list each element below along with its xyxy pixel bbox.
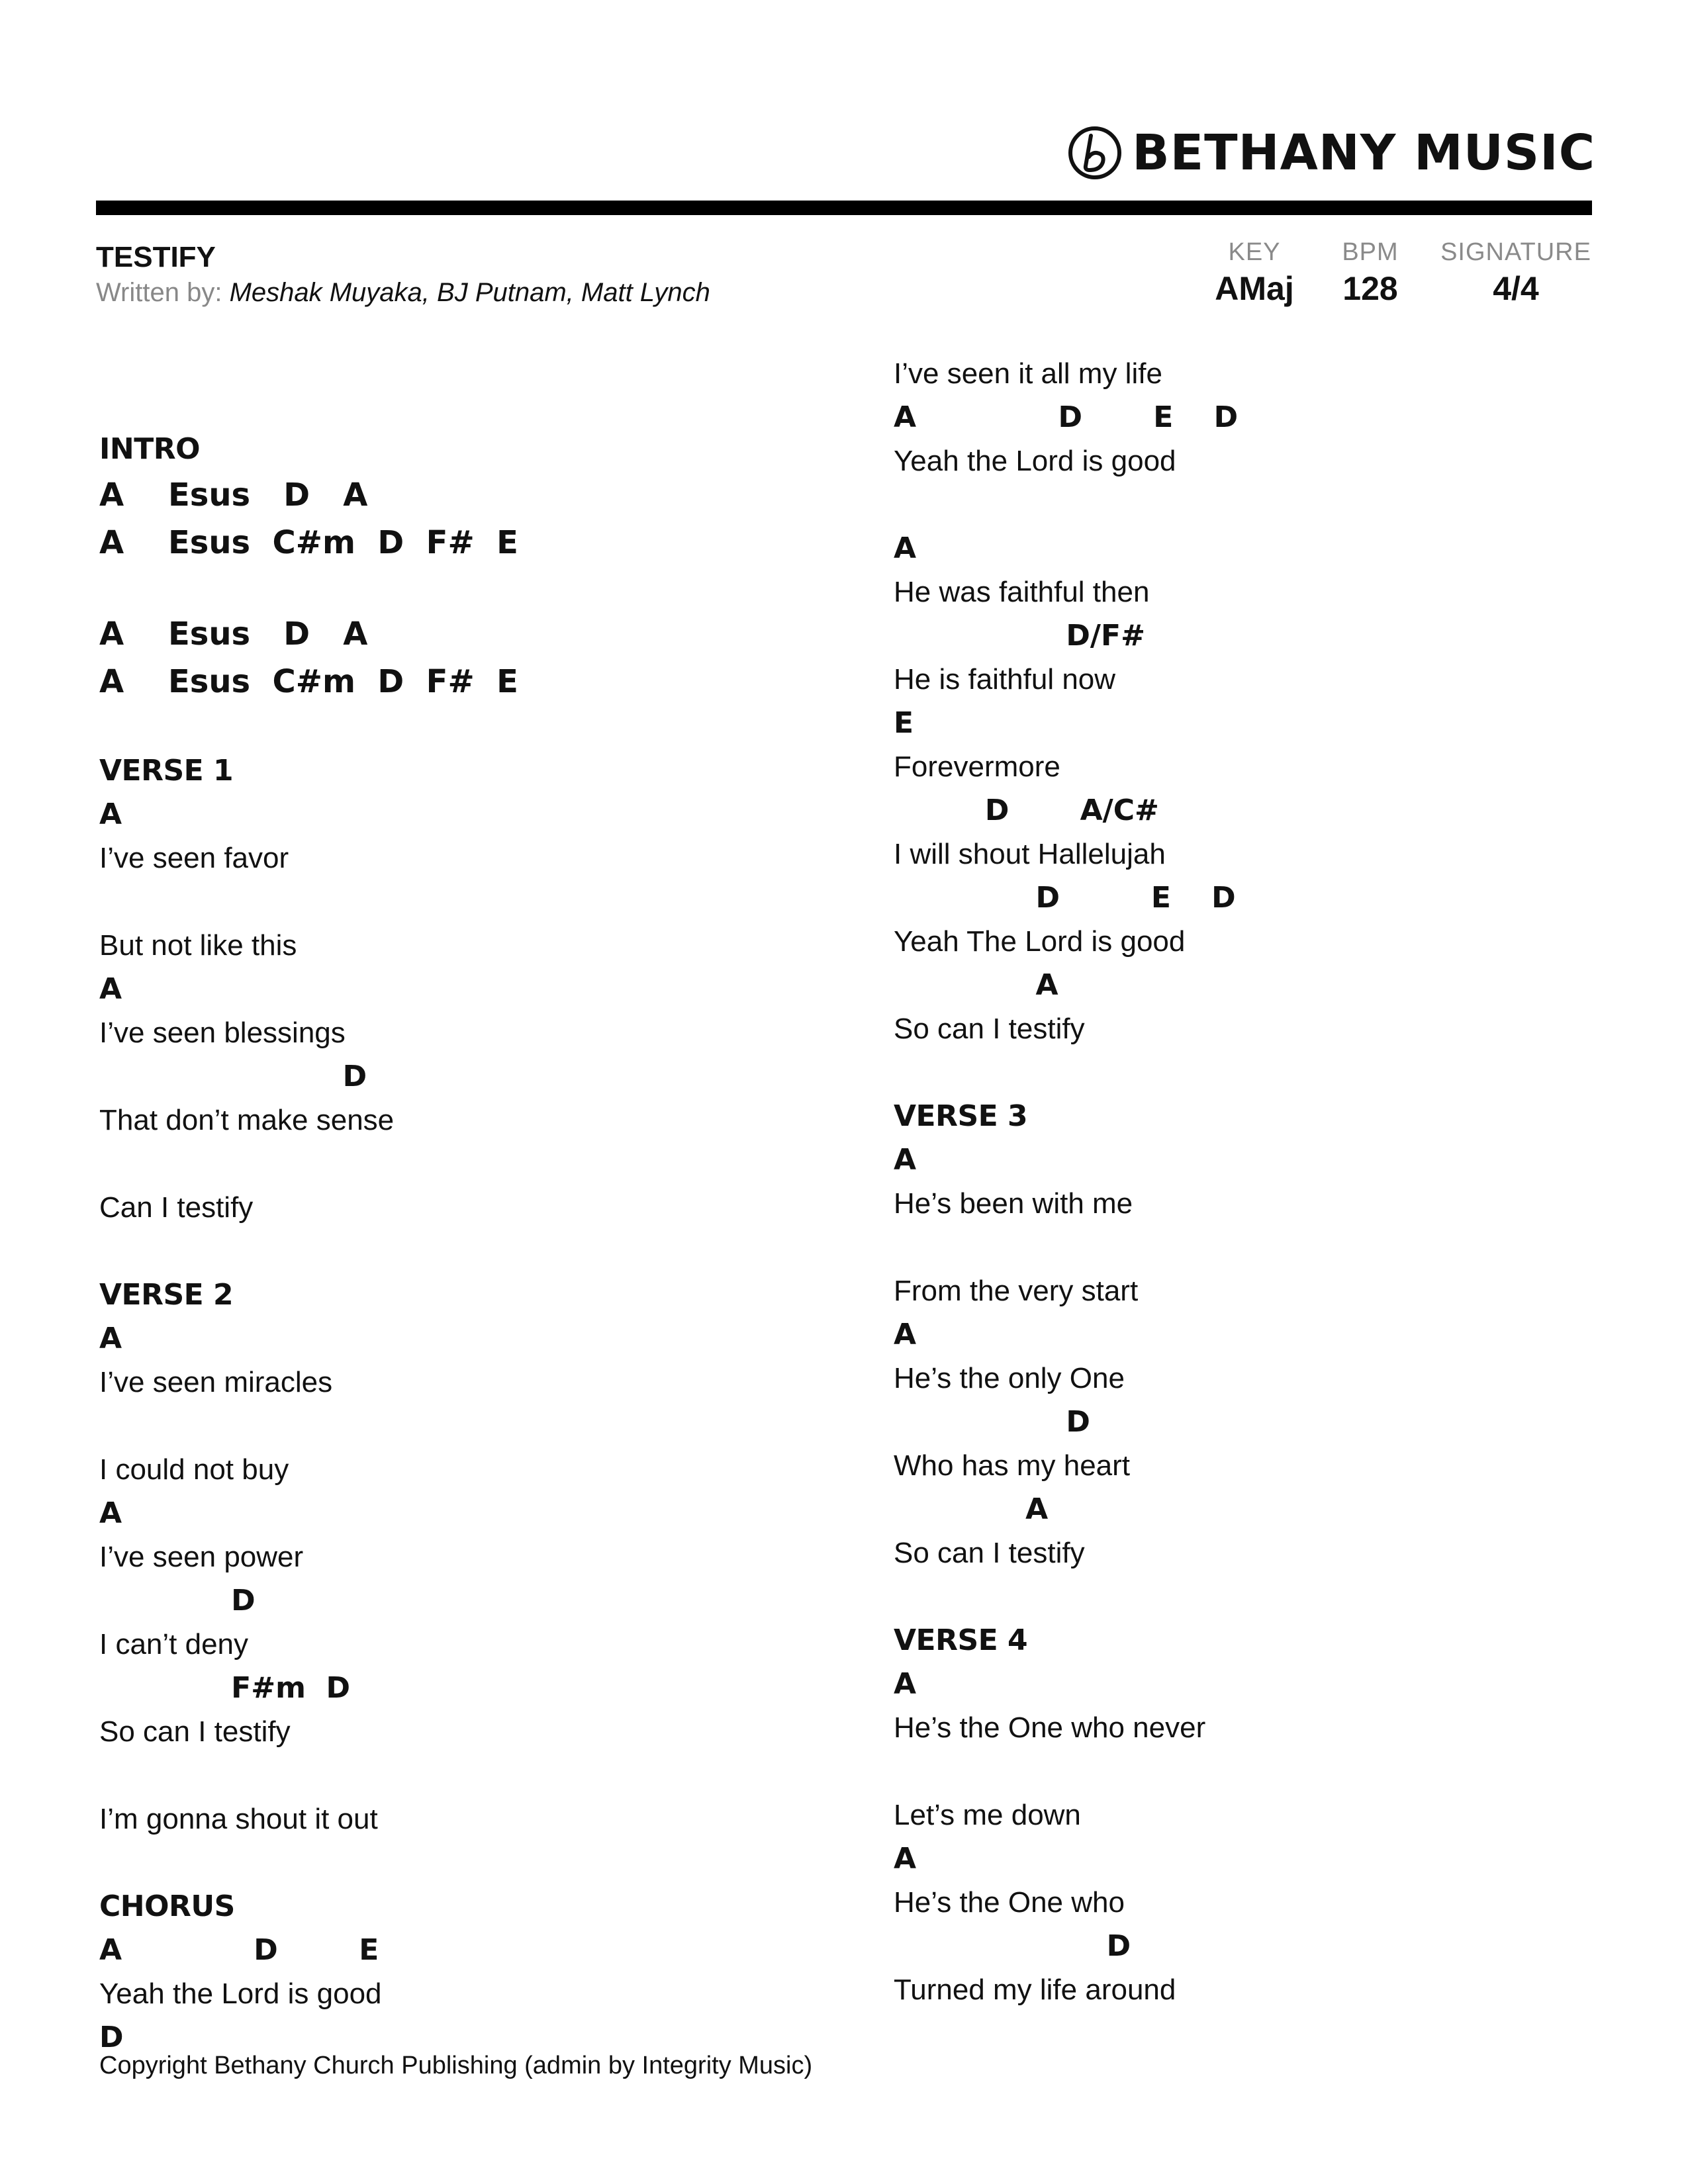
- lyric-line: I’ve seen it all my life: [894, 357, 1162, 390]
- lyric-line: That don’t make sense: [99, 1104, 395, 1136]
- blank-line: [894, 1226, 1238, 1269]
- chord-line: D: [894, 1929, 1131, 1963]
- section-heading: VERSE 4: [894, 1623, 1028, 1657]
- left-lyrics-column: [99, 384, 518, 2060]
- written-by-label: Written by:: [96, 278, 222, 307]
- chord-line: A Esus D A: [99, 615, 368, 653]
- blank-line: [894, 1575, 1238, 1619]
- lyric-line: I can’t deny: [99, 1628, 249, 1661]
- section-heading: VERSE 1: [99, 754, 234, 788]
- chord-line: D A/C#: [894, 794, 1159, 827]
- chord-line: A: [894, 531, 917, 565]
- bpm-value: 128: [1342, 270, 1398, 307]
- lyric-line: So can I testify: [894, 1013, 1085, 1045]
- signature-meta: [1423, 238, 1609, 308]
- chord-line: A: [99, 972, 122, 1006]
- lyric-line: Who has my heart: [894, 1449, 1131, 1482]
- chord-line: E: [894, 706, 914, 740]
- bpm-meta: [1297, 238, 1443, 308]
- lyric-line: Turned my life around: [894, 1974, 1176, 2006]
- blank-line: [99, 1230, 518, 1273]
- chord-line: D: [99, 2021, 124, 2054]
- lyric-line: I could not buy: [99, 1453, 289, 1486]
- lyric-line: Can I testify: [99, 1191, 254, 1224]
- blank-line: [99, 880, 518, 924]
- chord-line: A: [894, 1318, 917, 1351]
- chord-line: F#m D: [99, 1671, 351, 1705]
- lyric-line: I’m gonna shout it out: [99, 1803, 378, 1835]
- chord-line: A D E D: [894, 400, 1239, 434]
- chord-line: A D E: [99, 1933, 379, 1967]
- chord-line: A: [894, 1667, 917, 1701]
- section-heading: INTRO: [99, 432, 200, 466]
- blank-line: [99, 567, 518, 610]
- blank-line: [99, 384, 518, 428]
- blank-line: [99, 1142, 518, 1186]
- song-title: TESTIFY: [96, 241, 216, 273]
- lyric-line: He’s the One who: [894, 1886, 1125, 1919]
- chord-line: D/F#: [894, 619, 1145, 653]
- key-value: AMaj: [1215, 270, 1294, 307]
- blank-line: [99, 705, 518, 749]
- chord-line: A: [894, 1492, 1049, 1526]
- signature-label: SIGNATURE: [1440, 238, 1591, 266]
- chord-line: A Esus C#m D F# E: [99, 663, 518, 700]
- chord-line: A: [894, 968, 1058, 1002]
- chord-line: A Esus C#m D F# E: [99, 524, 518, 561]
- blank-line: [894, 483, 1238, 527]
- chord-line: A: [894, 1842, 917, 1876]
- lyric-line: I will shout Hallelujah: [894, 838, 1166, 870]
- lyric-line: He is faithful now: [894, 663, 1116, 696]
- lyric-line: From the very start: [894, 1275, 1139, 1307]
- signature-value: 4/4: [1493, 270, 1539, 307]
- bpm-label: BPM: [1342, 238, 1399, 266]
- lyric-line: So can I testify: [99, 1715, 291, 1748]
- song-writers: Meshak Muyaka, BJ Putnam, Matt Lynch: [229, 278, 710, 307]
- key-label: KEY: [1228, 238, 1281, 266]
- lyric-line: He’s been with me: [894, 1187, 1133, 1220]
- bethany-b-logo-icon: [1067, 125, 1123, 181]
- chord-line: A: [99, 1496, 122, 1530]
- song-credits: [96, 278, 710, 308]
- lyric-line: Forevermore: [894, 751, 1060, 783]
- lyric-line: Yeah The Lord is good: [894, 925, 1186, 958]
- lyric-line: He’s the only One: [894, 1362, 1125, 1394]
- lyric-line: Yeah the Lord is good: [894, 445, 1176, 477]
- lyric-line: I’ve seen miracles: [99, 1366, 333, 1398]
- chord-line: D: [894, 1405, 1090, 1439]
- blank-line: [894, 1051, 1238, 1095]
- lyric-line: Yeah the Lord is good: [99, 1978, 382, 2010]
- brand-name: BETHANY MUSIC: [1132, 124, 1595, 181]
- lyric-line: But not like this: [99, 929, 297, 962]
- blank-line: [99, 1754, 518, 1797]
- section-heading: VERSE 2: [99, 1278, 234, 1312]
- lyric-line: I’ve seen power: [99, 1541, 304, 1573]
- chord-line: A Esus D A: [99, 477, 368, 514]
- chord-line: D: [99, 1584, 256, 1617]
- right-lyrics-column: [894, 352, 1238, 2012]
- blank-line: [99, 1841, 518, 1885]
- lyric-line: So can I testify: [894, 1537, 1085, 1569]
- section-heading: CHORUS: [99, 1889, 235, 1923]
- lyric-line: I’ve seen blessings: [99, 1017, 346, 1049]
- copyright-footer: Copyright Bethany Church Publishing (admin by Integrity Music): [99, 2052, 813, 2079]
- blank-line: [894, 1750, 1238, 1794]
- chord-line: A: [99, 797, 122, 831]
- lyric-line: He was faithful then: [894, 576, 1150, 608]
- blank-line: [99, 1404, 518, 1448]
- chord-line: D: [99, 1060, 367, 1093]
- chord-line: A: [99, 1322, 122, 1355]
- chord-line: A: [894, 1143, 917, 1177]
- lyric-line: He’s the One who never: [894, 1711, 1206, 1744]
- section-heading: VERSE 3: [894, 1099, 1028, 1133]
- header-rule: [96, 201, 1592, 215]
- chord-line: D E D: [894, 881, 1236, 915]
- bethany-music-logo: [1067, 124, 1595, 181]
- lyric-line: Let’s me down: [894, 1799, 1081, 1831]
- lyric-line: I’ve seen favor: [99, 842, 289, 874]
